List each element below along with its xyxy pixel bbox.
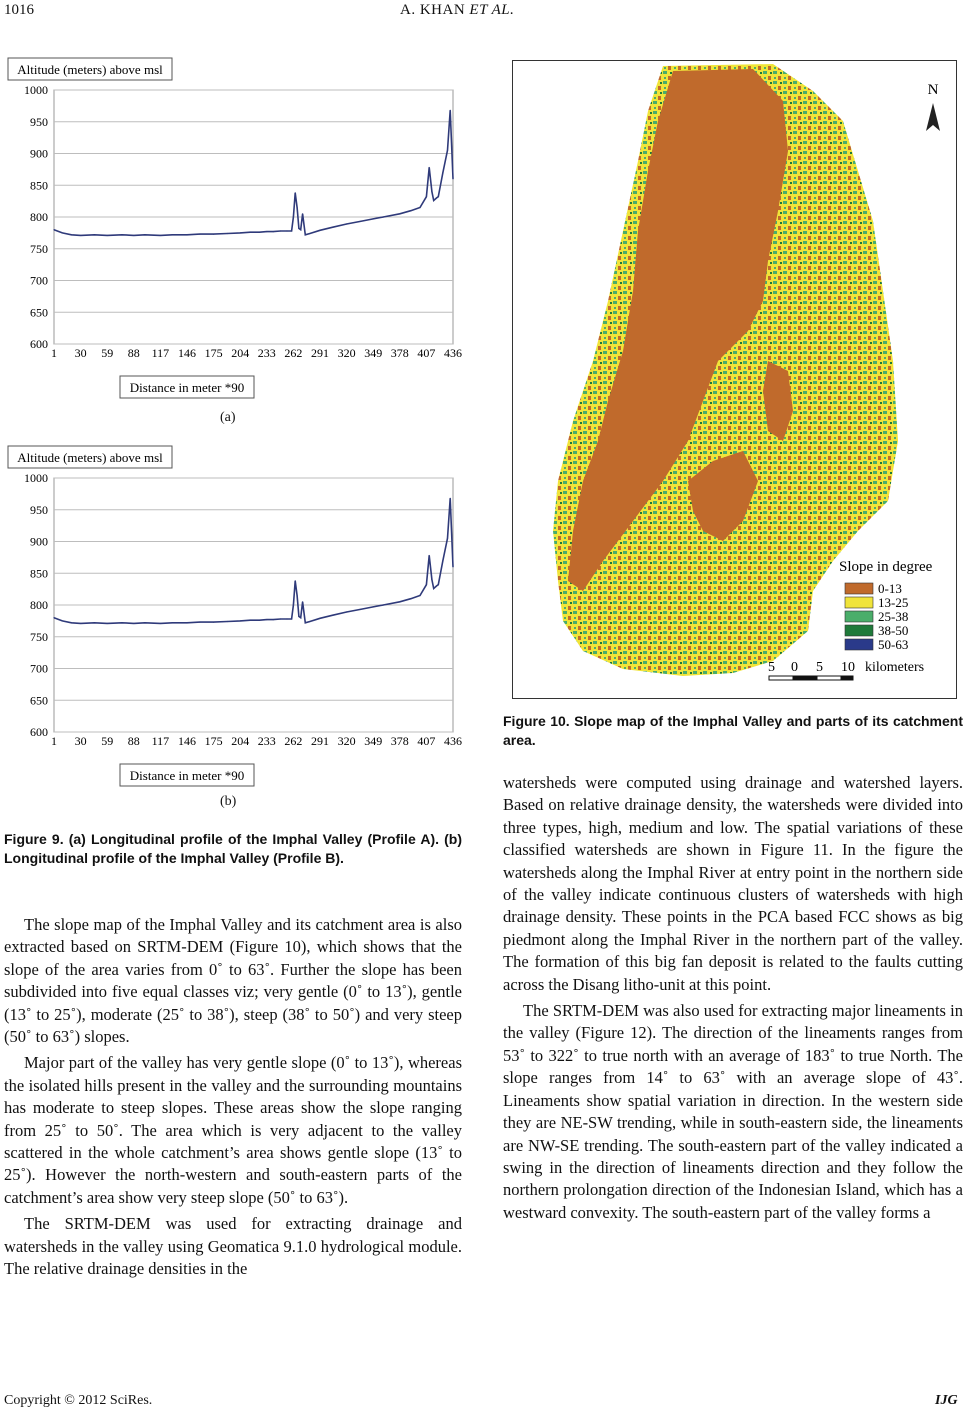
y-tick-label: 850 xyxy=(30,566,48,581)
data-point xyxy=(452,178,453,179)
data-point xyxy=(227,233,228,234)
x-tick-label: 146 xyxy=(178,346,196,360)
data-point xyxy=(144,234,145,235)
data-point xyxy=(298,616,299,617)
y-tick-label: 650 xyxy=(30,305,48,320)
figure9-caption: Figure 9. (a) Longitudinal profile of the Imphal Valley (Profile A). (b) Longitudinal profile of the Imphal Valley (Profile B). xyxy=(4,831,462,866)
data-point xyxy=(373,606,374,607)
data-point xyxy=(300,617,301,618)
page-number: 1016 xyxy=(4,2,34,18)
x-tick-label: 436 xyxy=(444,346,462,360)
paragraph: Major part of the valley has very gentle slope (0˚ to 13˚), whereas the isolated hills present in the valley and the surrounding mountains has moderate to steep slopes. These areas show the slope ranging from 25˚ to 50˚. The area which is very adjacent to the valley scattered in the whole catchment’s area shows gentle slope (13˚ to 25˚). However the north-western and south-eastern parts of the catchment’s area show very steep slope (50˚ to 63˚). xyxy=(4,1053,462,1207)
data-point xyxy=(266,231,267,232)
scale-label: 5 xyxy=(816,660,823,675)
data-point xyxy=(431,579,432,580)
header-authors: A. KHAN xyxy=(400,2,466,18)
y-axis-label xyxy=(8,446,172,468)
data-point xyxy=(293,216,294,217)
x-tick-label: 117 xyxy=(151,734,170,748)
data-point xyxy=(240,620,241,621)
data-point xyxy=(309,233,310,234)
data-point xyxy=(62,232,63,233)
data-point xyxy=(227,621,228,622)
legend-swatch xyxy=(845,625,873,636)
slope-legend xyxy=(845,581,908,652)
y-axis-title: Altitude (meters) above msl xyxy=(17,450,163,465)
x-tick-label: 59 xyxy=(101,734,114,748)
data-point xyxy=(296,207,297,208)
data-point xyxy=(436,197,437,198)
legend-swatch xyxy=(845,597,873,608)
data-point xyxy=(121,622,122,623)
data-point xyxy=(300,229,301,230)
x-axis-label xyxy=(120,376,254,398)
data-point xyxy=(438,584,439,585)
data-point xyxy=(107,623,108,624)
y-tick-label: 950 xyxy=(30,502,48,517)
data-point xyxy=(298,228,299,229)
y-tick-label: 750 xyxy=(30,241,48,256)
right-column-text xyxy=(503,772,963,1224)
data-point xyxy=(286,618,287,619)
scale-label: 5 xyxy=(768,660,775,675)
scale-bar xyxy=(769,676,853,680)
data-point xyxy=(442,172,443,173)
y-tick-label: 850 xyxy=(30,178,48,193)
data-point xyxy=(273,619,274,620)
data-point xyxy=(62,620,63,621)
north-arrow-icon xyxy=(926,103,940,131)
x-axis-label xyxy=(120,764,254,786)
data-point xyxy=(332,615,333,616)
figure9b-label: (b) xyxy=(220,794,237,809)
data-point xyxy=(286,230,287,231)
data-point xyxy=(133,235,134,236)
data-point xyxy=(71,234,72,235)
data-point xyxy=(94,234,95,235)
legend-swatch xyxy=(845,583,873,594)
footer-copyright: Copyright © 2012 SciRes. xyxy=(4,1393,153,1408)
x-tick-label: 233 xyxy=(257,346,276,360)
data-point xyxy=(305,234,306,235)
y-tick-label: 800 xyxy=(30,210,48,224)
profile-a-chart-svg xyxy=(6,52,462,402)
paragraph: The SRTM-DEM was also used for extracting major lineaments in the valley (Figure 12). The direction of the lineaments ranges from 53˚ to 322˚ to true north with an average of 183˚ to true North. The slope ranges from 14˚ to 63˚ with an average slope of 43˚. Lineaments show spatial variation in direction. In the western side they are NE-SW trending, while in south-eastern side, the lineaments are NW-SE trending. The south-eastern part of the valley indicated a swing in the direction of lineaments direction and they follow the northern prolongation direction of the Indonesian Island, which has a westward convexity. The south-eastern part of the valley forms a xyxy=(503,1001,963,1222)
x-tick-label: 320 xyxy=(337,346,356,360)
x-tick-label: 1 xyxy=(51,734,57,748)
data-point xyxy=(399,601,400,602)
y-tick-label: 700 xyxy=(30,273,48,288)
header-etal: ET AL. xyxy=(469,2,515,18)
x-tick-label: 436 xyxy=(444,734,462,748)
figure9a-label: (a) xyxy=(220,410,236,425)
data-point xyxy=(399,213,400,214)
data-point xyxy=(426,196,427,197)
paragraph: watersheds were computed using drainage and watershed layers. Based on relative drainage density, the watersheds were divided into three types, high, medium and low. The spatial variations of these classified watersheds are shown in Figure 11. In the figure the watersheds along the Imphal River at entry point in the northern side of the valley indicate continuous clusters of watersheds with high drainage density. These points in the PCA based FCC shows as big piedmont along the Imphal River in the northern part of the valley. The formation of this big fan deposit is related to the faults cutting across the Disang litho-unit at this point. xyxy=(503,773,963,994)
data-point xyxy=(107,235,108,236)
data-point xyxy=(410,210,411,211)
data-point xyxy=(373,218,374,219)
data-point xyxy=(94,622,95,623)
data-point xyxy=(160,623,161,624)
data-point xyxy=(438,196,439,197)
data-point xyxy=(80,623,81,624)
data-point xyxy=(133,623,134,624)
x-tick-label: 30 xyxy=(74,346,87,360)
figure10-caption: Figure 10. Slope map of the Imphal Valley and parts of its catchment area. xyxy=(503,713,963,748)
y-tick-label: 600 xyxy=(30,337,48,351)
data-point xyxy=(266,619,267,620)
data-point xyxy=(305,622,306,623)
x-tick-label: 407 xyxy=(417,734,436,748)
y-tick-label: 600 xyxy=(30,725,48,739)
paragraph: The slope map of the Imphal Valley and its catchment area is also extracted based on SRTM-DEM (Figure 10), which shows that the slope of the area varies from 0˚ to 63˚. Further the slope has been subdivided into five equal classes viz; very gentle (0˚ to 13˚), gentle (13˚ to 25˚), moderate (25˚ to 38˚), steep (38˚ to 50˚) and very steep (50˚ to 63˚) slopes. xyxy=(4,915,462,1047)
data-point xyxy=(291,618,292,619)
data-point xyxy=(293,604,294,605)
x-tick-label: 175 xyxy=(204,734,223,748)
data-point xyxy=(199,622,200,623)
slope-map-svg xyxy=(513,61,956,698)
data-point xyxy=(80,235,81,236)
data-point xyxy=(273,231,274,232)
x-tick-label: 407 xyxy=(417,346,436,360)
data-point xyxy=(172,234,173,235)
y-tick-label: 1000 xyxy=(24,471,48,485)
data-point xyxy=(346,223,347,224)
data-point xyxy=(160,235,161,236)
y-axis-label xyxy=(8,58,172,80)
data-point xyxy=(429,555,430,556)
data-point xyxy=(346,611,347,612)
data-point xyxy=(383,604,384,605)
x-tick-label: 88 xyxy=(127,734,140,748)
data-point xyxy=(199,234,200,235)
legend-swatch xyxy=(845,639,873,650)
scale-unit: kilometers xyxy=(865,660,925,675)
data-point xyxy=(383,216,384,217)
x-tick-label: 378 xyxy=(390,734,409,748)
paragraph: The SRTM-DEM was used for extracting drainage and watersheds in the valley using Geomatica 9.1.0 hydrological module. The relative drainage densities in the xyxy=(4,1214,462,1279)
x-axis-title: Distance in meter *90 xyxy=(129,380,245,395)
data-point xyxy=(332,227,333,228)
figure10-slope-map xyxy=(512,60,957,699)
data-point xyxy=(302,601,303,602)
x-tick-label: 30 xyxy=(74,734,87,748)
running-header xyxy=(400,2,514,19)
data-point xyxy=(53,617,54,618)
legend-label: 13-25 xyxy=(878,595,909,610)
legend-label: 38-50 xyxy=(878,623,909,638)
y-tick-label: 900 xyxy=(30,146,48,161)
data-point xyxy=(450,110,451,111)
legend-swatch xyxy=(845,611,873,622)
data-point xyxy=(259,232,260,233)
data-point xyxy=(442,560,443,561)
data-point xyxy=(419,207,420,208)
legend-label: 25-38 xyxy=(878,609,909,624)
left-column-text xyxy=(4,914,462,1281)
data-point xyxy=(410,598,411,599)
north-label: N xyxy=(927,82,939,98)
data-point xyxy=(296,595,297,596)
data-point xyxy=(447,150,448,151)
data-point xyxy=(452,566,453,567)
x-axis-title: Distance in meter *90 xyxy=(129,768,245,783)
data-point xyxy=(319,618,320,619)
x-tick-label: 291 xyxy=(311,346,329,360)
y-tick-label: 650 xyxy=(30,693,48,708)
y-tick-label: 1000 xyxy=(24,83,48,97)
data-point xyxy=(295,580,296,581)
y-tick-label: 750 xyxy=(30,629,48,644)
x-tick-label: 204 xyxy=(231,346,250,360)
figure9b-chart xyxy=(6,440,462,790)
legend-label: 0-13 xyxy=(878,581,902,596)
y-tick-label: 700 xyxy=(30,661,48,676)
data-point xyxy=(280,618,281,619)
x-tick-label: 204 xyxy=(231,734,250,748)
scale-label: 0 xyxy=(791,660,798,675)
data-point xyxy=(360,221,361,222)
y-tick-label: 900 xyxy=(30,534,48,549)
x-tick-label: 59 xyxy=(101,346,114,360)
data-point xyxy=(295,192,296,193)
data-point xyxy=(431,191,432,192)
x-tick-label: 1 xyxy=(51,346,57,360)
x-tick-label: 233 xyxy=(257,734,276,748)
figure9a-chart xyxy=(6,52,462,402)
y-tick-label: 950 xyxy=(30,114,48,129)
data-point xyxy=(291,230,292,231)
footer-journal: IJG xyxy=(935,1393,958,1408)
data-point xyxy=(280,230,281,231)
data-point xyxy=(53,229,54,230)
x-tick-label: 262 xyxy=(284,734,303,748)
y-tick-label: 800 xyxy=(30,598,48,612)
profile-b-chart-svg xyxy=(6,440,462,790)
x-tick-label: 349 xyxy=(364,346,383,360)
data-point xyxy=(213,234,214,235)
legend-label: 50-63 xyxy=(878,637,909,652)
data-point xyxy=(186,234,187,235)
data-point xyxy=(172,622,173,623)
data-point xyxy=(360,609,361,610)
x-tick-label: 146 xyxy=(178,734,196,748)
data-point xyxy=(429,167,430,168)
x-tick-label: 175 xyxy=(204,346,223,360)
data-point xyxy=(144,622,145,623)
data-point xyxy=(426,584,427,585)
x-tick-label: 117 xyxy=(151,346,170,360)
x-tick-label: 291 xyxy=(311,734,329,748)
legend-title: Slope in degree xyxy=(839,559,933,575)
x-tick-label: 349 xyxy=(364,734,383,748)
data-point xyxy=(433,200,434,201)
y-axis-title: Altitude (meters) above msl xyxy=(17,62,163,77)
data-point xyxy=(447,538,448,539)
data-point xyxy=(213,622,214,623)
data-point xyxy=(121,234,122,235)
data-point xyxy=(433,588,434,589)
scale-label: 10 xyxy=(841,660,855,675)
x-tick-label: 320 xyxy=(337,734,356,748)
data-point xyxy=(450,498,451,499)
data-point xyxy=(302,213,303,214)
data-point xyxy=(419,595,420,596)
data-point xyxy=(250,232,251,233)
data-point xyxy=(240,232,241,233)
data-point xyxy=(250,620,251,621)
data-point xyxy=(436,585,437,586)
data-point xyxy=(71,622,72,623)
x-tick-label: 378 xyxy=(390,346,409,360)
data-point xyxy=(259,620,260,621)
data-point xyxy=(319,230,320,231)
data-point xyxy=(309,621,310,622)
x-tick-label: 88 xyxy=(127,346,140,360)
x-tick-label: 262 xyxy=(284,346,303,360)
data-point xyxy=(186,622,187,623)
